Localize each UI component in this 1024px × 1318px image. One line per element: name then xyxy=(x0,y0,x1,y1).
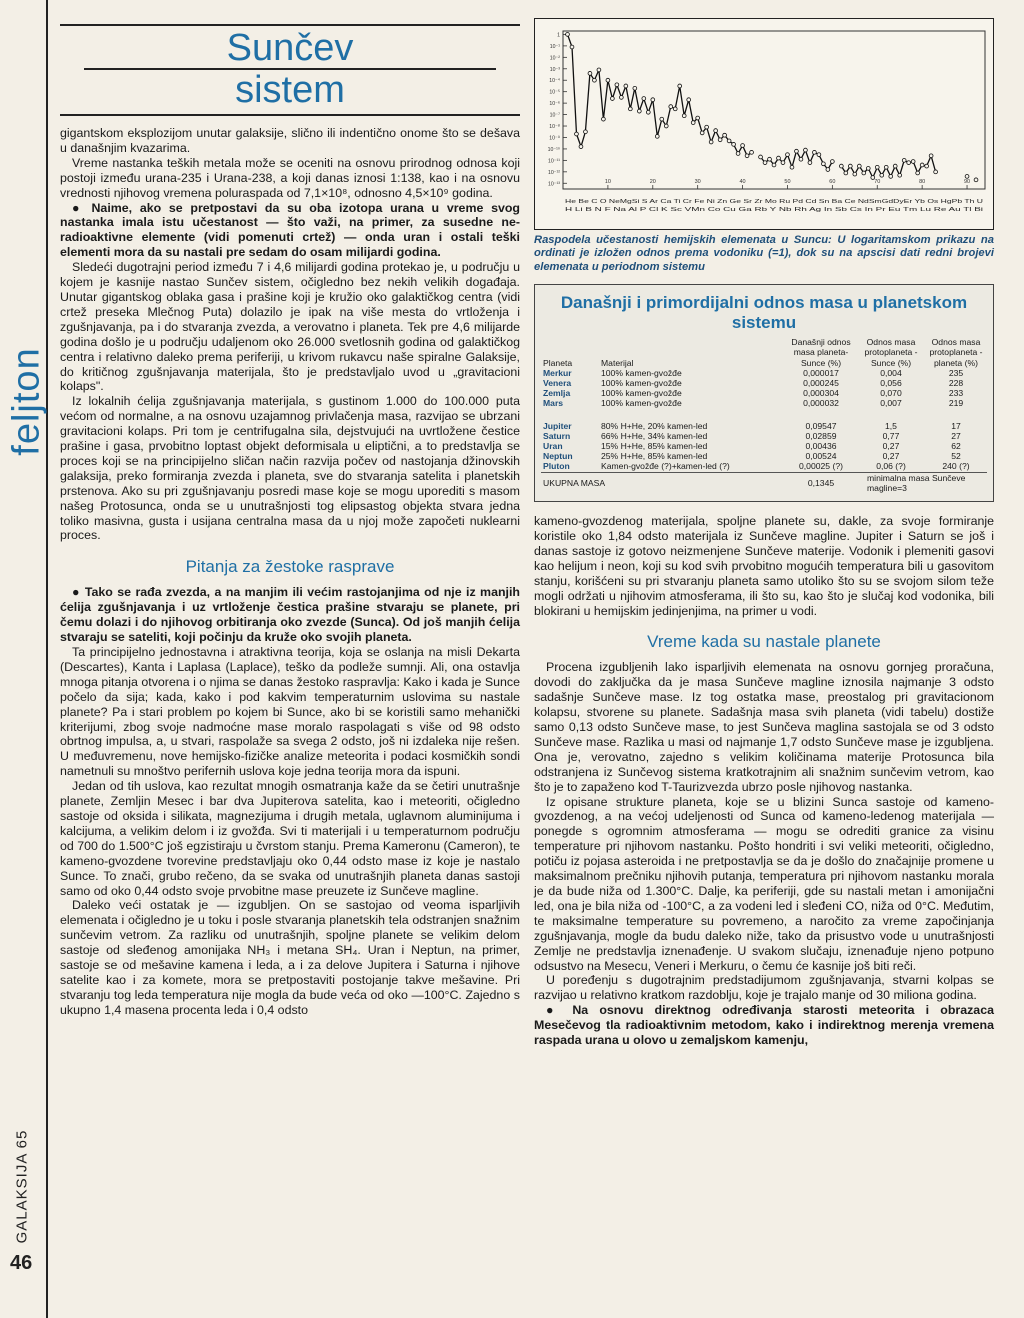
abundance-point xyxy=(777,156,781,160)
table-row xyxy=(541,461,987,472)
paragraph: Vreme nastanka teških metala može se oceniti na osnovu prirodnog odnosa koji postoji između urana-235 i Urana-238, a koji danas iznosi 1:138, kao i na osnovu vrednosti njihovog vremena poluraspada od 7,1×10⁸, odnosno 4,5×10⁹ godina. xyxy=(60,155,520,200)
abundance-point xyxy=(799,157,803,161)
y-tick-label: 1 xyxy=(557,32,560,39)
abundance-point xyxy=(871,176,875,180)
y-tick-label: 10⁻⁸ xyxy=(549,124,560,131)
abundance-point xyxy=(588,71,592,75)
table-cell: 0,000304 xyxy=(803,388,839,399)
planet-name: Saturn xyxy=(543,430,571,441)
table-cell: 0,09547 xyxy=(805,420,837,431)
abundance-point xyxy=(893,164,897,168)
abundance-point xyxy=(593,78,597,82)
abundance-point xyxy=(660,117,664,121)
abundance-point xyxy=(602,117,606,121)
table-row xyxy=(541,451,987,461)
abundance-point xyxy=(857,164,861,168)
abundance-point xyxy=(768,157,772,161)
table-cell: 52 xyxy=(951,451,961,462)
abundance-point xyxy=(624,84,628,88)
y-tick-label: 10⁻¹⁰ xyxy=(547,146,560,153)
table-body xyxy=(541,368,987,493)
abundance-point xyxy=(889,175,893,179)
paragraph: gigantskom eksplozijom unutar galaksije, slično ili indentično onome što se dešava u današnjim kvazarima. xyxy=(60,126,520,155)
abundance-point xyxy=(651,98,655,102)
table-row xyxy=(541,388,987,398)
article-title xyxy=(60,24,520,116)
table-cell: 235 xyxy=(948,367,964,378)
x-tick-label: 40 xyxy=(739,179,746,185)
abundance-point xyxy=(732,142,736,146)
abundance-point xyxy=(907,161,911,165)
table-cell: 0,27 xyxy=(882,451,900,462)
y-tick-label: 10⁻¹² xyxy=(548,169,560,176)
sidebar xyxy=(0,0,48,1318)
paragraph: kameno-gvozdenog materijala, spoljne planete su, dakle, za svoje formiranje koristile oko 1,84 odsto materijala iz Sunčeve magline. Jupiter i Saturn se još i danas sastoje iz gotovo neizmenjene Sunčeve materije. Vodonik i plemeniti gasovi kao helijum i neon, koji su kod svih prvobitno mogućih temperatura bili u gasovitom stanju, korišćeni su pri stvaranju planeta samo utoliko što su se svojom silom teže mogli održati u njihovim atmosferama, ili što su, kao što je slučaj kod vodonika, bili blokirani u hemijskim jedinjenjima, na primer u vodi. xyxy=(534,514,994,618)
abundance-point xyxy=(687,98,691,102)
table-cell: 0,77 xyxy=(882,430,900,441)
abundance-point xyxy=(830,160,834,164)
table-cell: Kamen-gvožđe (?)+kamen-led (?) xyxy=(601,461,730,472)
table-total-row xyxy=(541,472,987,493)
planet-name: Merkur xyxy=(543,367,572,378)
y-tick-label: 10⁻⁶ xyxy=(549,101,560,108)
paragraph-highlight: ● Naime, ako se pretpostavi da su oba izotopa urana u vreme svog nastanka imala istu učestanost — što važi, na primer, za susedne ne-radioaktivne elemente (vidi pomenuti crtež) — onda uran i ostali teški elementi mora da su nastali pre sedam do osam milijardi godina. xyxy=(60,200,520,260)
table-row xyxy=(541,398,987,408)
table-cell: 17 xyxy=(951,420,961,431)
abundance-point xyxy=(610,97,614,101)
abundance-point xyxy=(781,161,785,165)
table-cell: 233 xyxy=(948,388,964,399)
table-cell: 0,27 xyxy=(882,441,900,452)
col-header: Odnos masa protoplaneta -Sunce (%) xyxy=(864,337,918,368)
x-tick-label: 90 xyxy=(963,179,971,185)
table-cell: 228 xyxy=(948,378,964,389)
x-tick-label: 20 xyxy=(649,179,656,185)
abundance-point xyxy=(745,154,749,158)
chart-caption: Raspodela učestanosti hemijskih elemenata u Suncu: U logaritamskom prikazu na ordinati je izložen odnos prema vodoniku (=1), dok su na apscisi dati redni brojevi elemenata u periodnom sistemu xyxy=(534,234,994,273)
section-label: feljton xyxy=(5,347,48,456)
table-cell: 100% kamen-gvožđe xyxy=(601,388,682,399)
abundance-point xyxy=(615,83,619,87)
abundance-point xyxy=(691,121,695,125)
table-cell: 1,5 xyxy=(885,420,897,431)
x-tick-label: 70 xyxy=(874,179,881,185)
abundance-point xyxy=(763,161,767,165)
abundance-point xyxy=(669,105,673,109)
abundance-point xyxy=(741,144,745,148)
abundance-point xyxy=(826,168,830,172)
section-heading: Vreme kada su nastale planete xyxy=(647,632,881,652)
abundance-point xyxy=(920,163,924,167)
element-labels-row2: H Li B N F Na Al P Cl K Sc VMn Co Cu Ga Rb Y Nb Rh Ag In Sb Cs In Pr Eu Tm Lu Re Au Tl Bi xyxy=(565,207,983,213)
abundance-point xyxy=(723,133,727,137)
y-tick-label: 10⁻⁴ xyxy=(549,78,560,85)
abundance-point xyxy=(655,134,659,138)
table-cell: 100% kamen-gvožđe xyxy=(601,367,682,378)
abundance-point xyxy=(853,172,857,176)
total-note: minimalna masa Sunčeve magline=3 xyxy=(857,472,987,493)
table-cell: 240 (?) xyxy=(942,461,970,472)
abundance-point xyxy=(597,68,601,72)
table-cell: 15% H+He, 85% kamen-led xyxy=(601,441,708,452)
abundance-point xyxy=(786,153,790,157)
planet-name: Mars xyxy=(543,398,564,409)
table-cell: 219 xyxy=(948,398,964,409)
abundance-point xyxy=(772,163,776,167)
abundance-point xyxy=(606,78,610,82)
abundance-point xyxy=(682,114,686,118)
abundance-point xyxy=(750,150,754,154)
abundance-point xyxy=(736,152,740,156)
element-labels-row1: He Be C O NeMgSi S Ar Ca Ti Cr Fe Ni Zn Ge Sr Zr Mo Ru Pd Cd Sn Ba Ce NdSmGdDyEr Yb Os HgPb Th U xyxy=(565,199,984,205)
abundance-point xyxy=(673,107,677,111)
y-tick-label: 10⁻¹ xyxy=(549,43,560,50)
abundance-point xyxy=(925,164,929,168)
x-tick-label: 50 xyxy=(784,179,791,185)
paragraph: Iz lokalnih ćelija zgušnjavanja materijala, s gustinom 1.000 do 100.000 puta većom od normalne, a na osnovu uzajamnog privlačenja masa, razvijao se ubrzani gravitacioni kolaps. Pri tom je centrifugalna sila, dejstvujući na uvrtložene čestice prašine i gasa, prvobitno loptast objekt deformisala u eliptični, a to predstavlja se proces koji se na principijelno sličan način razvija počev od nastojanja džinovskih galaksija, preko formiranja zvezda i planeta, sve do stvaranja satelita i planetskih prstenova. Ako su pri zgušnjavanju posredi mase koje se mogu uporediti s masom našeg Protosunca, onda se u unutrašnjosti tog elipsastog objekta stvara jedna toliko masivna, gusta i usijana centralna masa da u njoj može započeti nuklearni proces. xyxy=(60,394,520,543)
x-tick-label: 10 xyxy=(604,179,611,185)
table-row xyxy=(541,378,987,388)
table-row xyxy=(541,368,987,378)
abundance-point xyxy=(813,150,817,154)
total-value: 0,1345 xyxy=(785,472,857,493)
abundance-point xyxy=(965,175,969,179)
paragraph: Sledeći dugotrajni period između 7 i 4,6 milijardi godina protekao je, u području u kojem je kasnije nastao Sunčev sistem, očigledno bez nekih velikih događaja. Unutar gigantskog oblaka gasa i prašine koji je kružio oko galaktičkog centra (vidi crtež preseka Mlečnog Puta) dolazilo je ipak na više mesta do vrtloženja i zgušnjavanja, pa i do stvaranja zvezda, a verovatno i planeta. Tek pre 4,6 milijarde godina došlo je u području udaljenom oko 26.000 svetlosnih godina od galaktičkog centra i relativno daleko prema periferiji, u krivom rukavcu naše spiralne Galaksije, do kritičnog zgušnjavanja materijala, što je predstavljalo uvod u „gravitacioni kolaps". xyxy=(60,260,520,394)
abundance-point xyxy=(929,154,933,158)
abundance-chart xyxy=(534,18,994,230)
planet-name: Jupiter xyxy=(543,420,572,431)
table-cell: 80% H+He, 20% kamen-led xyxy=(601,420,708,431)
abundance-point xyxy=(579,145,583,149)
y-tick-label: 10⁻¹³ xyxy=(548,181,560,188)
abundance-point xyxy=(628,107,632,111)
title-line-2: sistem xyxy=(235,69,345,111)
y-tick-label: 10⁻⁵ xyxy=(549,89,560,96)
col-header: Materijal xyxy=(601,357,634,368)
abundance-point xyxy=(584,130,588,134)
table-cell: 0,00524 xyxy=(805,451,837,462)
y-tick-label: 10⁻⁷ xyxy=(549,112,560,119)
table-cell: 100% kamen-gvožđe xyxy=(601,398,682,409)
abundance-point xyxy=(637,109,641,113)
col-header: Današnji odnos masa planeta-Sunce (%) xyxy=(791,337,851,368)
abundance-point xyxy=(709,140,713,144)
abundance-point xyxy=(875,165,879,169)
paragraph-highlight: ● Na osnovu direktnog određivanja starosti meteorita i obrazaca Mesečevog tla radioaktivnim metodom, kako i indirektnog merenja vremena raspada urana u olovo u zemaljskom kamenju, xyxy=(534,1003,994,1048)
abundance-point xyxy=(642,97,646,101)
table-cell: 0,06 (?) xyxy=(876,461,906,472)
abundance-point xyxy=(759,155,763,159)
abundance-point xyxy=(790,165,794,169)
abundance-point xyxy=(570,45,574,49)
abundance-point xyxy=(821,162,825,166)
section-heading: Pitanja za žestoke rasprave xyxy=(185,557,395,577)
magazine-name: GALAKSIJA 65 xyxy=(13,1129,31,1244)
abundance-point xyxy=(902,158,906,162)
abundance-point xyxy=(844,171,848,175)
planet-name: Pluton xyxy=(543,461,570,472)
abundance-point xyxy=(795,149,799,153)
mass-table-grid xyxy=(541,337,987,493)
abundance-series-line xyxy=(568,34,977,179)
table-row xyxy=(541,441,987,451)
abundance-point xyxy=(848,164,852,168)
col-header: Planeta xyxy=(543,357,573,368)
paragraph-highlight: ● Tako se rađa zvezda, a na manjim ili većim rastojanjima od nje iz manjih ćelija zgušnjavanja i uz vrtloženje čestica prašine stvaraju se planete, pri čemu dolazi i do njihovog orbitiranja oko zvezde (Sunca). Od još manjih ćelija stvaraju se sateliti, koji počinju da kruže oko svojih planeta. xyxy=(60,585,520,645)
paragraph: U poređenju s dugotrajnim predstadijumom zgušnjavanja, stvarni kolpas se razvijao u relativno kratkom razdoblju, koje je trajalo manje od 30 miliona godina. xyxy=(534,973,994,1003)
paragraph: Daleko veći ostatak je — izgubljen. On se sastojao od veoma isparljivih elemenata i očigledno je u toku i posle stvaranja planetskih tela odstranjen snažnim sunčevim vetrom. Za razliku od unutrašnjih, spoljne planete se velikim delom sastoje od sleđenog amonijaka NH₃ i metana SH₄. Uran i Neptun, na primer, sastoje se od mešavine kamena i leda, a i za delove Jupitera i Saturna i njihove satelite kao i za komete, mora se pretpostaviti postojanje takve mešavine. Pri stvaranju tog leda temperatura nije mogla da bude veća od oko —100°C. Zajedno s ukupno 1,4 masena procenta leda i 0,4 odsto xyxy=(60,898,520,1017)
y-tick-label: 10⁻² xyxy=(549,55,560,62)
abundance-point xyxy=(566,33,570,37)
mass-table xyxy=(534,284,994,502)
table-cell: 27 xyxy=(951,430,961,441)
planet-name: Uran xyxy=(543,441,563,452)
abundance-point xyxy=(705,125,709,129)
y-tick-label: 10⁻³ xyxy=(549,66,560,73)
abundance-point xyxy=(884,165,888,169)
table-cell: 0,00025 (?) xyxy=(799,461,843,472)
abundance-point xyxy=(808,161,812,165)
abundance-point xyxy=(619,96,623,100)
abundance-point xyxy=(916,171,920,175)
paragraph: Jedan od tih uslova, kao rezultat mnogih osmatranja kaže da se četiri unutrašnje planete, Zemljin Mesec i bar dva Jupiterova satelita, kao i meteoriti, očigledno sastoje od oksida i silikata, magnezijuma i drugih metala, uglavnom aluminijuma i kalcijuma, a velikim delom i iz gvožđa. Svi ti materijali i u temperaturnom području od 700 do 1.500°C još egzistiraju u čvrstom stanju. Prema Kameronu (Cameron), te kameno-gvozdene tvorevine predstavljaju oko 0,44 odsto mase iz koje je nastalo Sunce. To znači, grubo rečeno, da se svaka od unutrašnjih planeta danas sastoji samo od oko 0,44 odsto svoje prvobitne mase preuzete iz Sunčeve magline. xyxy=(60,779,520,898)
abundance-point xyxy=(714,129,718,133)
table-cell: 0,000032 xyxy=(803,398,839,409)
abundance-chart-svg xyxy=(535,19,993,229)
abundance-point xyxy=(862,171,866,175)
x-tick-label: 80 xyxy=(919,179,926,185)
total-label: UKUPNA MASA xyxy=(541,472,785,493)
planet-name: Neptun xyxy=(543,451,573,462)
table-cell: 0,00436 xyxy=(805,441,837,452)
x-tick-label: 30 xyxy=(694,179,701,185)
y-tick-label: 10⁻¹¹ xyxy=(548,158,560,165)
table-row xyxy=(541,431,987,441)
table-cell: 25% H+He, 85% kamen-led xyxy=(601,451,708,462)
abundance-point xyxy=(911,160,915,164)
table-cell: 0,056 xyxy=(880,378,902,389)
table-row xyxy=(541,421,987,431)
abundance-point xyxy=(898,173,902,177)
paragraph: Iz opisane strukture planeta, koje se u blizini Sunca sastoje od kameno-gvozdenog, a na većoj udeljenosti od Sunca od kameno-ledenog materijala — ponegde s ogromnim atmosferama — mogu se odrediti granice za visinu temperature pri njihovom nastanku. Pošto hondriti i svi veliki meteoriti, očigledno, potiču iz pojasa asteroida i ne pretpostavlja se da je došlo do značajnije promene u maksimalnom prečniku njihovih putanja, temperatura pri njihovom nastanku morala je da bude niža od 1.300°C. Dalje, ka periferiji, gde su nastali metan i amonijačni led, ona je bila niža od -100°C, a za vodeni led i sleđeni CO, niža od 0°C. Međutim, te maksimalne temperature su povremeno, a naročito za vreme započinjanja zgušnjavanja, mogle da budu daleko niže, tako da prisustvo vode u unutrašnjosti Zemlje ne predstavlja iznenađenje. U svakom slučaju, iznenađuje njeno potpuno odsustvo na Mesecu, Veneri i Merkuru, o čemu će kasnije još biti reči. xyxy=(534,794,994,973)
page-number: 46 xyxy=(10,1252,33,1274)
right-column xyxy=(534,18,994,1048)
table-cell: 100% kamen-gvožđe xyxy=(601,378,682,389)
table-cell: 0,007 xyxy=(880,398,902,409)
table-cell: 0,000245 xyxy=(803,378,839,389)
table-title: Današnji i primordijalni odnos masa u planetskom sistemu xyxy=(560,293,968,333)
abundance-point xyxy=(664,124,668,128)
title-line-1: Sunčev xyxy=(84,28,496,70)
planet-name: Zemlja xyxy=(543,388,571,399)
paragraph: Ta principijelno jednostavna i atraktivna teorija, koja se oslanja na misli Dekarta (Descartes), Kanta i Laplasa (Laplace), teško da podleže sumnji. Ali, ona ostavlja mnoga pitanja otvorena i o njima se danas žestoko raspravlja: Kako i kada je Sunce počelo da sija; kada, kako i pod kakvim temperaturnim uslovima su nastale planete? Pa i stari problem po kojem bi Sunce, ako bi se koristili samo mehanički kriterijumi, zbog svoje nadmoćne mase moralo raspolagati s više od 98 odsto obrtnog impulsa, a, u stvari, raspolaže sa svega 2 odsto, još ni izdaleka nije rešen. U međuvremenu, nove hemijsko-fizičke analize meteorita i podaci kosmičkih sondi nametnuli su mnoštvo perifernih uslova koje jedna teorija mora da ispuni. xyxy=(60,645,520,779)
x-tick-label: 60 xyxy=(829,179,836,185)
table-cell: 0,004 xyxy=(880,367,902,378)
abundance-point xyxy=(646,110,650,114)
paragraph: Procena izgubljenih lako isparljivih elemenata na osnovu gornjeg proračuna, dovodi do zaključka da je masa Sunčeve magline iznosila najmanje 3 odsto sadašnje Sunčeve mase. Iz tog ostatka mase, preostalog pri gravitacionom kolapsu, stvorene su planete. Sadašnja masa svih planeta (vidi tabelu) dostiže samo 0,13 odsto Sunčeve mase, to jest Sunčeva maglina sastojala se od 3 odsto Sunčeve mase. Razlika u masi od najmanje 1,7 odsto Sunčeve mase je izgubljena. Ona je, verovatno, zajedno s velikim količinama materije Protosunca bila odstranjena iz Sunčevog sistema kratkotrajnim ali snažnim sunčevim vetrom, kao što je to zapaženo kod T-Taurizvezda ubrzo posle njihovog nastanka. xyxy=(534,660,994,794)
table-cell: 0,02859 xyxy=(805,430,837,441)
abundance-point xyxy=(696,116,700,120)
abundance-point xyxy=(633,86,637,90)
abundance-point xyxy=(817,153,821,157)
abundance-point xyxy=(700,131,704,135)
abundance-point xyxy=(804,148,808,152)
planet-name: Venera xyxy=(543,378,572,389)
abundance-point xyxy=(718,138,722,142)
table-cell: 62 xyxy=(951,441,961,452)
abundance-point xyxy=(934,170,938,174)
left-column xyxy=(60,18,520,1018)
table-cell: 66% H+He, 34% kamen-led xyxy=(601,430,708,441)
abundance-point xyxy=(880,173,884,177)
abundance-point xyxy=(974,178,978,182)
y-tick-label: 10⁻⁹ xyxy=(549,135,560,142)
abundance-point xyxy=(839,164,843,168)
abundance-point xyxy=(727,139,731,143)
abundance-point xyxy=(678,84,682,88)
abundance-point xyxy=(866,166,870,170)
table-cell: 0,070 xyxy=(880,388,902,399)
col-header: Odnos masa protoplaneta -planeta (%) xyxy=(929,337,983,368)
table-cell: 0,000017 xyxy=(803,367,839,378)
abundance-point xyxy=(575,132,579,136)
